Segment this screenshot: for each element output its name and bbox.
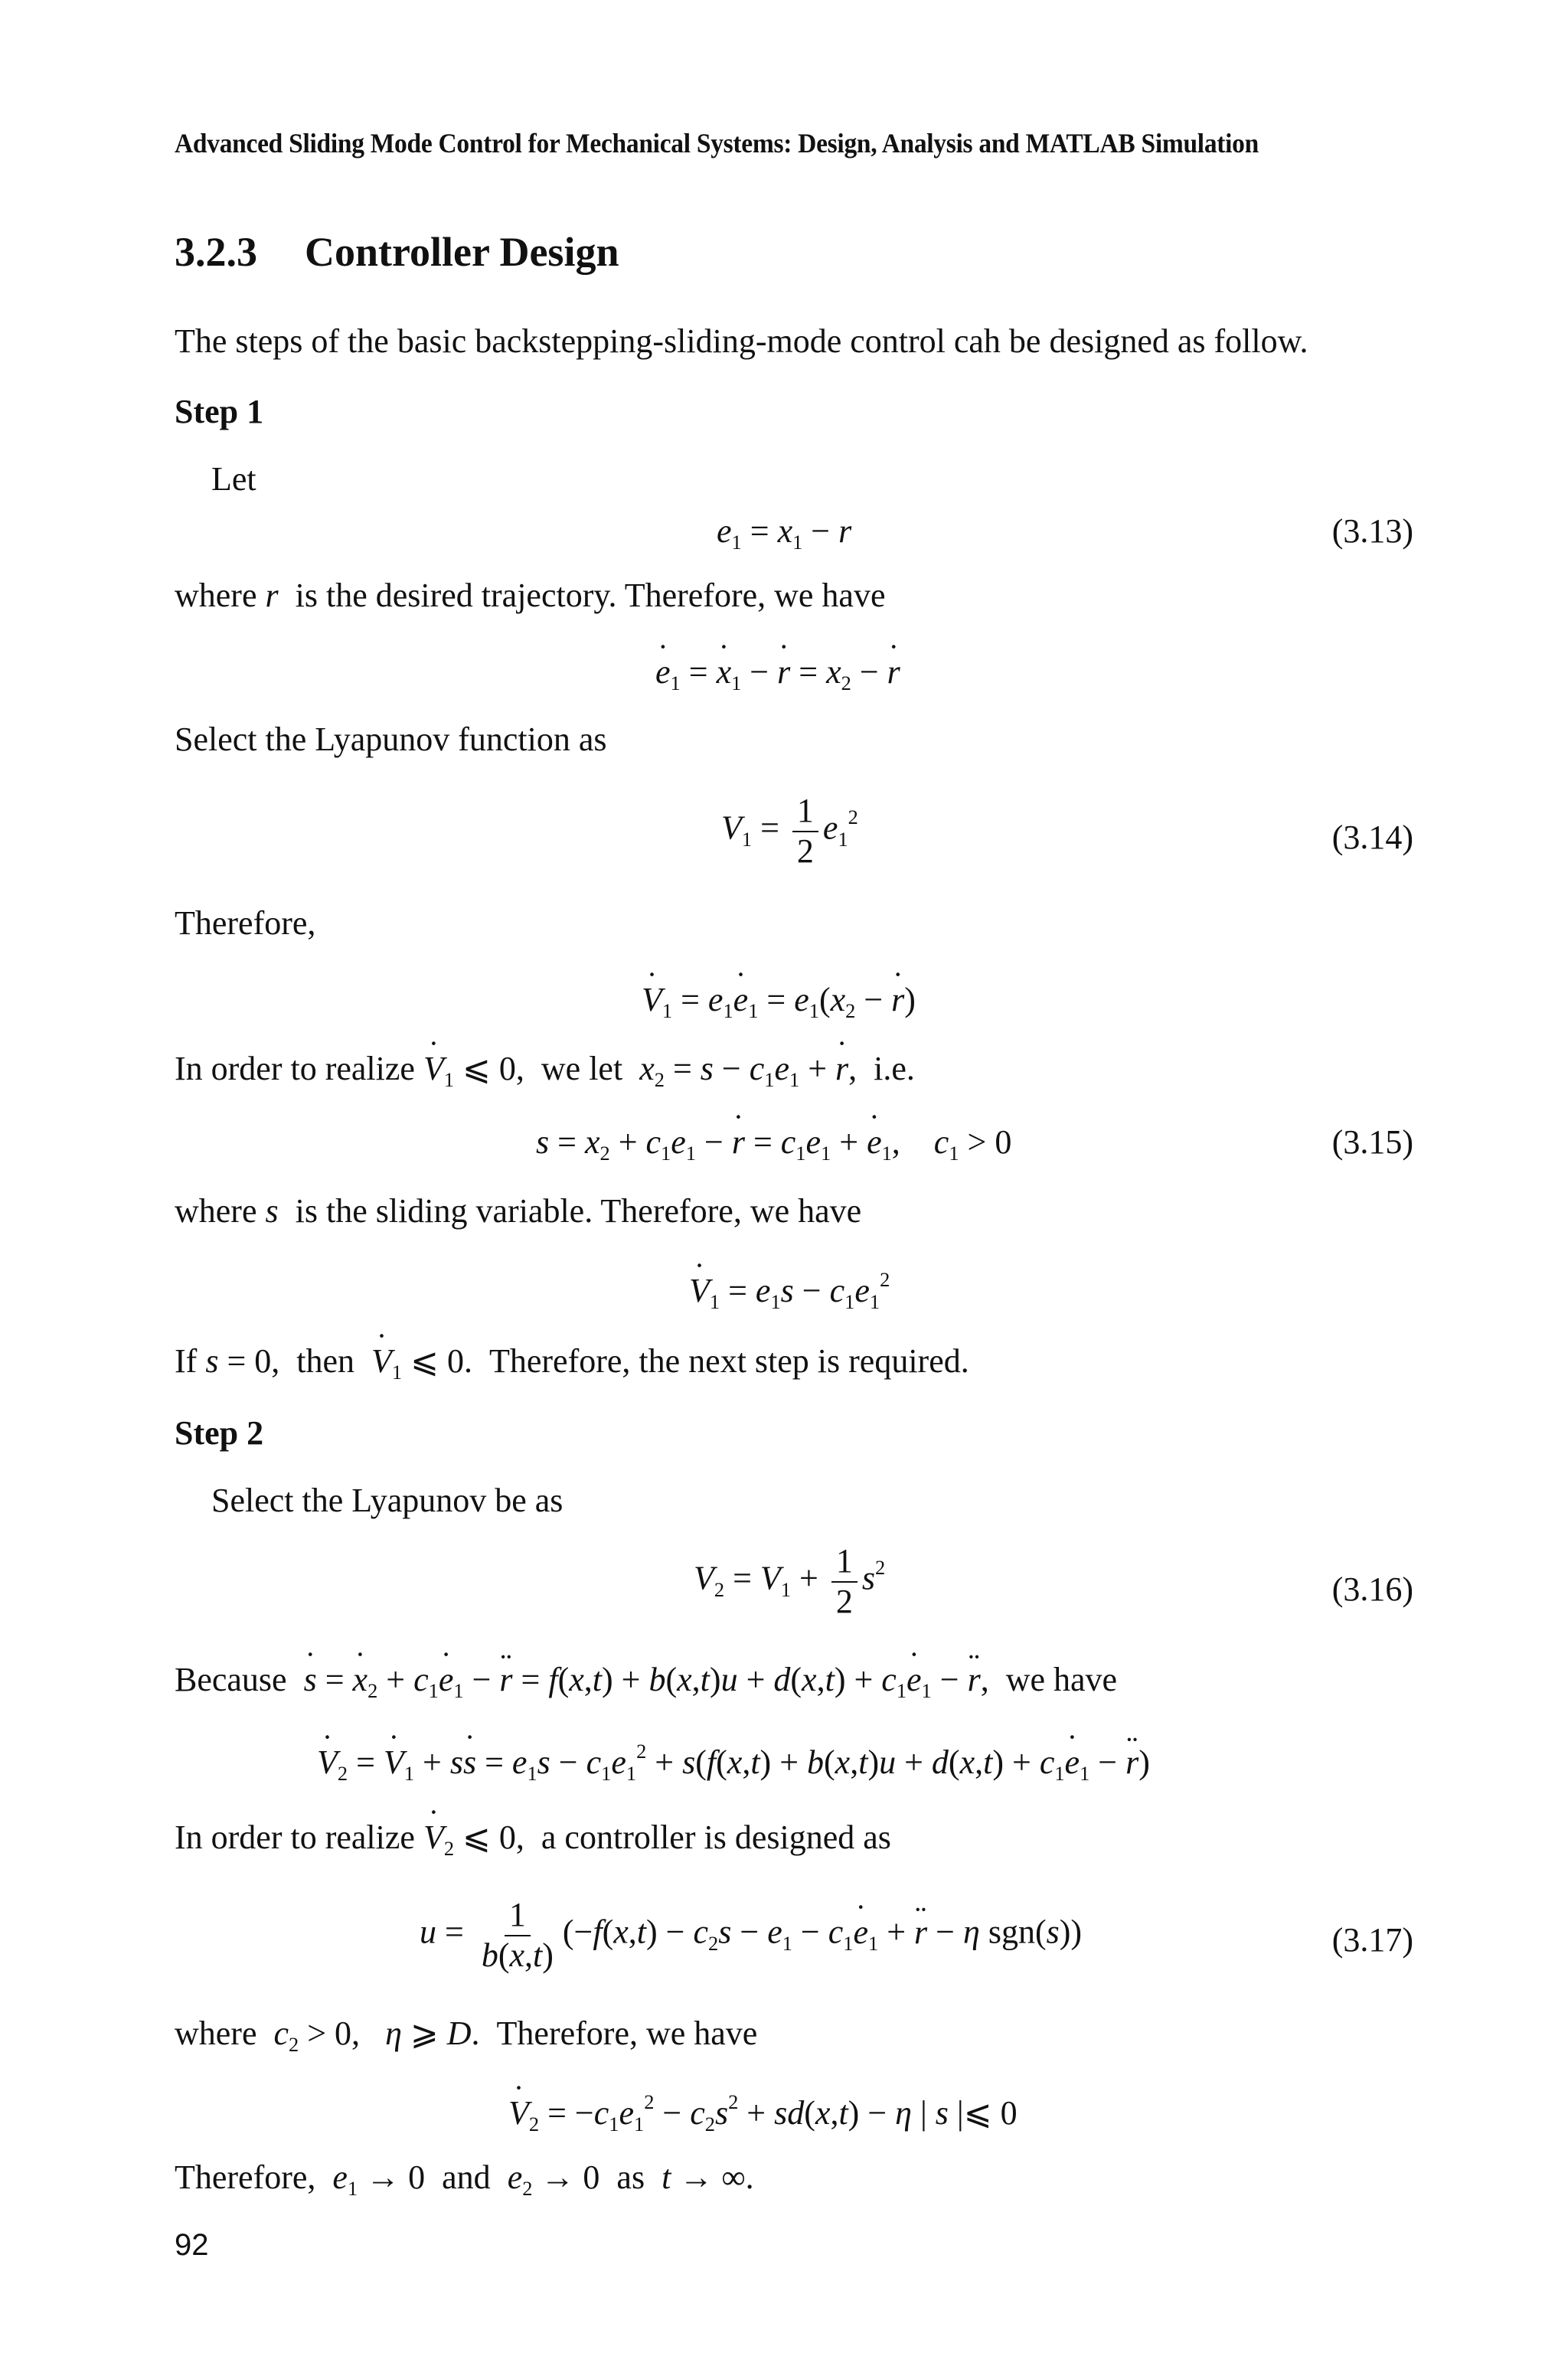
because-paragraph: Because ˙ s = ˙ $x_2$ + $c_1˙$ $e_1$ − ¨ $r = f(x,t) + b(x,t)u + d(x,t) + c_1˙$ $e_1$ − ¨ r, we have (175, 1660, 1117, 1701)
equation-3-17: u = $\frac{1}{b(x,t)}$ ($-f(x,t) - c_2s - e_1$ − $c_1˙$ $e_1$ + ¨ r − η sgn(s)) (420, 1896, 1082, 1975)
select-lyapunov-2-text: Select the Lyapunov be as (211, 1482, 564, 1519)
let-text: Let (211, 460, 256, 498)
equation-e1-derivative: ˙ $e_1$ = ˙ $x_1$ − ˙ $r = x_2$ − ˙ r (655, 652, 900, 693)
equation-3-15: $s = x_2 + c_1e_1$ − ˙ $r = c_1e_1$ + ˙ $e_1$, $c_1 > 0$ (536, 1123, 1011, 1163)
equation-3-14: $V_1$ = $\frac{1}{2}$ $e_1^2$ (721, 792, 858, 870)
step2-heading: Step 2 (175, 1414, 264, 1452)
step1-heading: Step 1 (175, 393, 264, 430)
equation-number-3-13: (3.13) (1331, 512, 1413, 550)
equation-v2-final: ˙ $V_2 = -c_1e_1^2 - c_2s^2 + sd(x,t) - \eta$ | s |⩽ 0 (508, 2093, 1018, 2134)
equation-3-13: $e_1 = x_1 - r$ (717, 512, 852, 554)
equation-number-3-17: (3.17) (1331, 1921, 1413, 1959)
equation-number-3-14: (3.14) (1331, 819, 1413, 856)
page-number: 92 (175, 2228, 209, 2262)
select-lyapunov-text: Select the Lyapunov function as (175, 721, 607, 758)
intro-paragraph: The steps of the basic backstepping-sliding-mode control cah be designed as follow. (175, 322, 1308, 360)
equation-v2-derivative: ˙ $V_2$ = ˙ $V_1$ + s˙ $s = e_1s - c_1e_1^2 + s(f(x,t) + b(x,t)u + d(x,t)$ + $c_1˙$ $e_1$ − ¨ r) (317, 1743, 1150, 1783)
section-title: Controller Design (305, 229, 619, 275)
if-s-zero-paragraph: If s = 0, then ˙ $V_1$ ⩽ 0. Therefore, the next step is required. (175, 1341, 969, 1382)
section-number: 3.2.3 (175, 229, 257, 275)
equation-v1-derivative: ˙ $V_1$ = $e_1˙$ $e_1 = e_1(x_2$ − ˙ r) (642, 980, 916, 1021)
where-c2-paragraph: where $c_2 > 0$, η ⩾ D. Therefore, we have (175, 2015, 758, 2057)
equation-number-3-16: (3.16) (1331, 1570, 1413, 1608)
where-s-paragraph: where s is the sliding variable. Therefore, we have (175, 1192, 862, 1230)
equation-3-16: $V_2 = V_1$ + $\frac{1}{2}$ $s^2$ (694, 1542, 886, 1620)
conclusion-paragraph: Therefore, $e_1 \to 0$ and $e_2 \to 0$ as t → ∞. (175, 2158, 754, 2201)
therefore-text: Therefore, (175, 904, 316, 942)
realize-v2-paragraph: In order to realize ˙ $V_2$ ⩽ 0, a controller is designed as (175, 1818, 891, 1858)
where-r-paragraph: where r is the desired trajectory. Therefore, we have (175, 577, 886, 614)
equation-v1-derivative-s: ˙ $V_1 = e_1s - c_1e_1^2$ (689, 1271, 890, 1312)
section-heading (175, 228, 619, 276)
equation-number-3-15: (3.15) (1331, 1123, 1413, 1161)
realize-v1-paragraph: In order to realize ˙ $V_1$ ⩽ 0, we let $x_2 = s - c_1e_1$ + ˙ r, i.e. (175, 1049, 915, 1090)
running-header: Advanced Sliding Mode Control for Mechanical Systems: Design, Analysis and MATLAB Simulation (175, 128, 1259, 158)
